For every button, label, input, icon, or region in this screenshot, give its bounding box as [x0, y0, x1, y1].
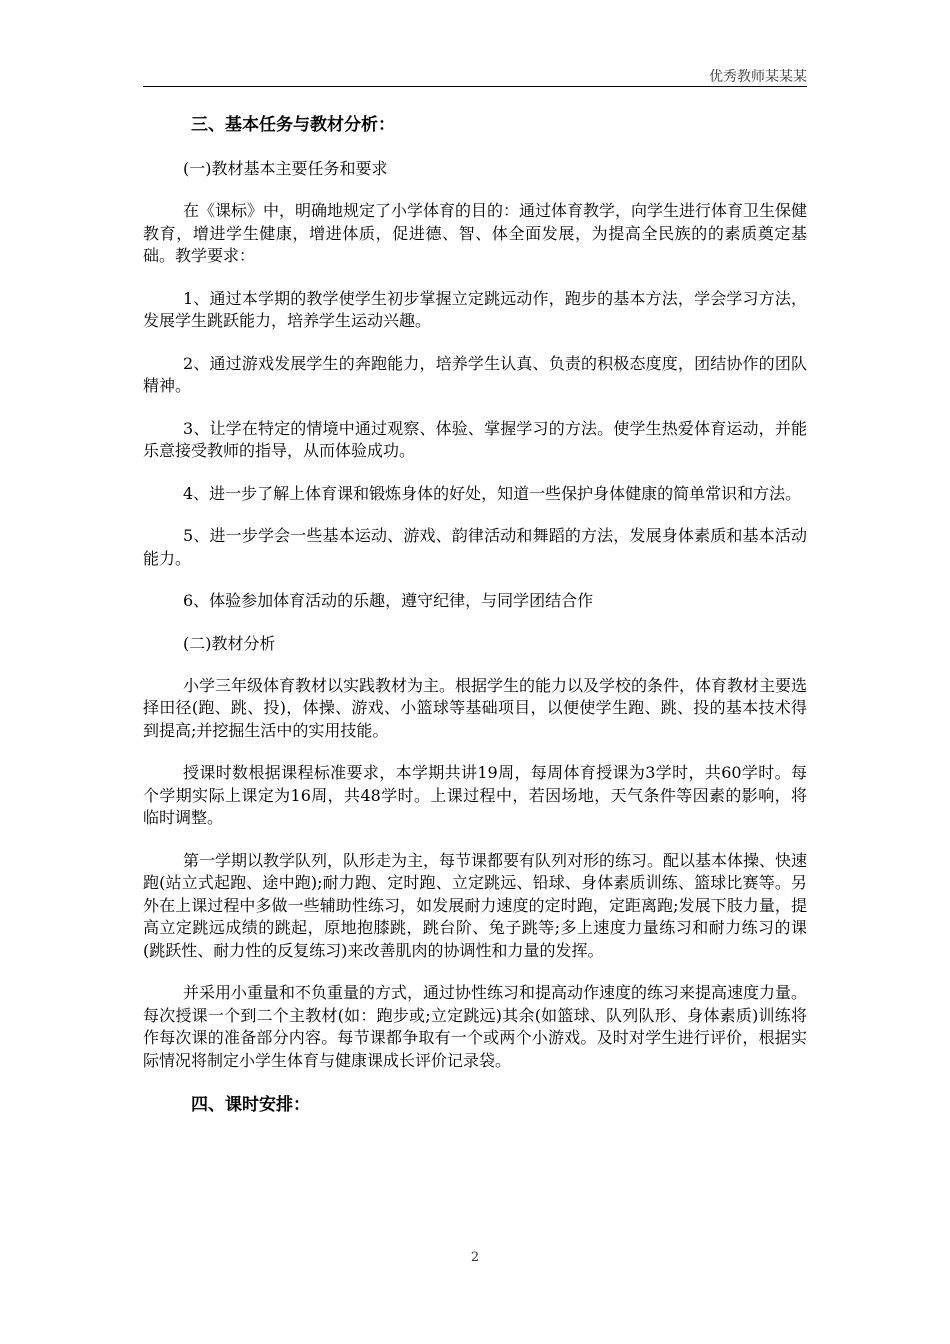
intro-paragraph: 在《课标》中，明确地规定了小学体育的目的：通过体育教学，向学生进行体育卫生保健教育，增进学生健康，增进体质，促进德、智、体全面发展，为提高全民族的的素质奠定基础。教学要求： — [143, 201, 808, 265]
requirement-5: 5、进一步学会一些基本运动、游戏、韵律活动和舞蹈的方法，发展身体素质和基本活动能力。 — [143, 526, 807, 568]
section-4-heading: 四、课时安排： — [191, 1095, 310, 1115]
page-header-text: 优秀教师某某某 — [709, 69, 807, 85]
analysis-paragraph-4: 并采用小重量和不负重量的方式，通过协性练习和提高动作速度的练习来提高速度力量。每次授课一个到二个主教材(如：跑步或;立定跳远)其余(如篮球、队列队形、身体素质)训练将作每次课的准备部分内容。每节课都争取有一个或两个小游戏。及时对学生进行评价，根据实际情况将制定小学生体育与健康课成长评价记录袋。 — [143, 983, 808, 1070]
requirement-1: 1、通过本学期的教学使学生初步掌握立定跳远动作，跑步的基本方法，学会学习方法，发展学生跳跃能力，培养学生运动兴趣。 — [143, 288, 807, 330]
analysis-paragraph-3: 第一学期以教学队列，队形走为主，每节课都要有队列对形的练习。配以基本体操、快速跑(站立式起跑、途中跑);耐力跑、定时跑、立定跳远、铅球、身体素质训练、篮球比赛等。另外在上课过程中多做一些辅助性练习，如发展耐力速度的定时跑，定距离跑;发展下肢力量，提高立定跳远成绩的跳起，原地抱膝跳，跳台阶、兔子跳等;多上速度力量练习和耐力练习的课(跳跃性、耐力性的反复练习)来改善肌肉的协调性和力量的发挥。 — [143, 850, 808, 960]
analysis-paragraph-1: 小学三年级体育教材以实践教材为主。根据学生的能力以及学校的条件，体育教材主要选择田径(跑、跳、投)，体操、游戏、小篮球等基础项目，以便使学生跑、跳、投的基本技术得到提高;并挖掘生活中的实用技能。 — [143, 675, 808, 740]
analysis-paragraph-2: 授课时数根据课程标准要求，本学期共讲19周，每周体育授课为3学时，共60学时。每个学期实际上课定为16周，共48学时。上课过程中，若因场地，天气条件等因素的影响，将临时调整。 — [143, 763, 807, 827]
requirement-2: 2、通过游戏发展学生的奔跑能力，培养学生认真、负责的积极态度度，团结协作的团队精神。 — [143, 353, 807, 395]
section-3-heading: 三、基本任务与教材分析： — [191, 115, 395, 135]
requirement-4: 4、进一步了解上体育课和锻炼身体的好处，知道一些保护身体健康的简单常识和方法。 — [183, 483, 802, 503]
requirement-6: 6、体验参加体育活动的乐趣，遵守纪律，与同学团结合作 — [183, 591, 594, 610]
subsection-1-heading: (一)教材基本主要任务和要求 — [183, 159, 388, 178]
page-number: 2 — [470, 1250, 480, 1265]
requirement-3: 3、让学在特定的情境中通过观察、体验、掌握学习的方法。使学生热爱体育运动，并能乐意接受教师的指导，从而体验成功。 — [143, 418, 807, 460]
document-body — [143, 112, 807, 1118]
subsection-2-heading: (二)教材分析 — [183, 633, 276, 653]
header-divider — [143, 86, 807, 87]
